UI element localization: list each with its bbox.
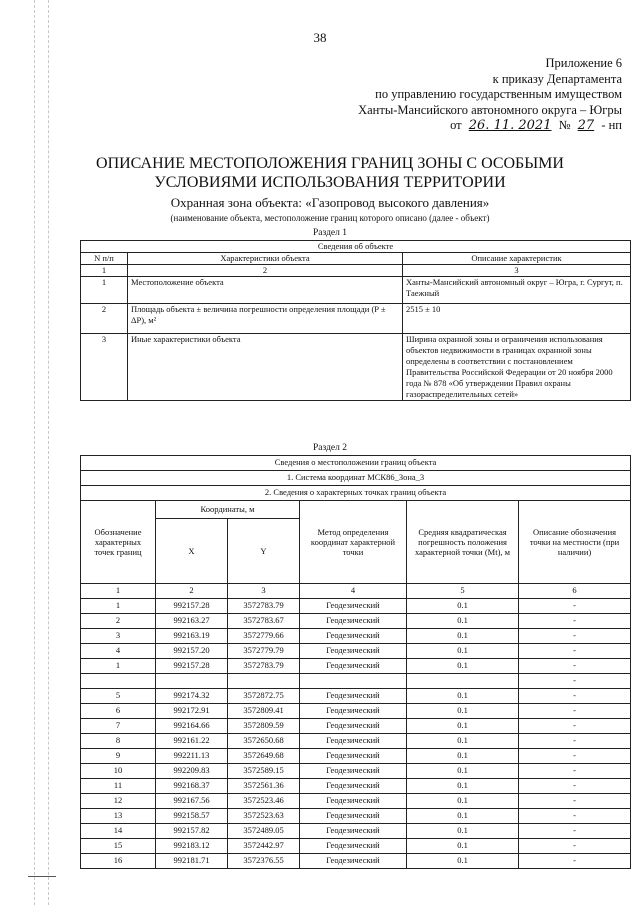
column-header: X <box>156 518 228 583</box>
coord-y: 3572779.66 <box>228 629 300 644</box>
coord-y: 3572809.59 <box>228 719 300 734</box>
coord-y: 3572783.67 <box>228 614 300 629</box>
table-row <box>81 334 631 401</box>
table-row <box>81 674 631 689</box>
section2-label: Раздел 2 <box>313 443 347 453</box>
description: - <box>519 659 631 674</box>
point-id: 7 <box>81 719 156 734</box>
title-line: ОПИСАНИЕ МЕСТОПОЛОЖЕНИЯ ГРАНИЦ ЗОНЫ С ОСОБЫМИ <box>96 155 564 172</box>
coord-y: 3572376.55 <box>228 854 300 869</box>
description: - <box>519 689 631 704</box>
characteristic-value: Ширина охранной зоны и ограничения использования объектов недвижимости в границах охранной зоны определены в соответствии с постановлением Правительства Российской Федерации от 20 ноября 2000 года № 878 «Об утверждении Правил охраны газораспределительных сетей» <box>403 334 631 401</box>
title-line: УСЛОВИЯМИ ИСПОЛЬЗОВАНИЯ ТЕРРИТОРИИ <box>154 174 506 191</box>
description: - <box>519 599 631 614</box>
coord-x: 992183.12 <box>156 839 228 854</box>
method: Геодезический <box>300 854 407 869</box>
document-title <box>0 154 640 192</box>
column-number: 5 <box>407 584 519 599</box>
table-row <box>81 277 631 304</box>
characteristic-value: Ханты-Мансийский автономный округ – Югра, г. Сургут, п. Таежный <box>403 277 631 304</box>
column-header: Y <box>228 518 300 583</box>
method: Геодезический <box>300 764 407 779</box>
column-number: 2 <box>156 584 228 599</box>
method: Геодезический <box>300 644 407 659</box>
coord-x: 992181.71 <box>156 854 228 869</box>
description: - <box>519 809 631 824</box>
coord-y: 3572442.97 <box>228 839 300 854</box>
zone-object-note: (наименование объекта, местоположение границ которого описано (далее - объект) <box>170 213 490 223</box>
table-row <box>81 719 631 734</box>
section1-label: Раздел 1 <box>313 228 347 238</box>
description: - <box>519 824 631 839</box>
column-number: 3 <box>228 584 300 599</box>
coord-y: 3572783.79 <box>228 599 300 614</box>
coord-x: 992172.91 <box>156 704 228 719</box>
row-number: 1 <box>81 277 128 304</box>
method: Геодезический <box>300 689 407 704</box>
method: Геодезический <box>300 749 407 764</box>
column-number: 3 <box>403 265 631 277</box>
coord-x: 992157.82 <box>156 824 228 839</box>
table-row <box>81 779 631 794</box>
column-header: Обозначение характерных точек границ <box>81 501 156 584</box>
order-number: 27 <box>577 118 595 133</box>
point-id: 11 <box>81 779 156 794</box>
error: 0.1 <box>407 704 519 719</box>
method: Геодезический <box>300 779 407 794</box>
appendix-line: Ханты-Мансийского автономного округа – Югры <box>358 102 622 117</box>
object-info-table <box>80 240 631 401</box>
description: - <box>519 644 631 659</box>
row-number: 2 <box>81 304 128 334</box>
point-id: 14 <box>81 824 156 839</box>
method: Геодезический <box>300 794 407 809</box>
coord-y: 3572523.63 <box>228 809 300 824</box>
point-id: 2 <box>81 614 156 629</box>
point-id: 9 <box>81 749 156 764</box>
method: Геодезический <box>300 659 407 674</box>
coord-y: 3572809.41 <box>228 704 300 719</box>
point-id: 13 <box>81 809 156 824</box>
boundary-heading: Сведения о местоположении границ объекта <box>81 456 631 471</box>
error: 0.1 <box>407 854 519 869</box>
description: - <box>519 734 631 749</box>
characteristic-name: Площадь объекта ± величина погрешности определения площади (P ± ΔP), м² <box>128 304 403 334</box>
description: - <box>519 629 631 644</box>
error: 0.1 <box>407 614 519 629</box>
characteristic-name: Иные характеристики объекта <box>128 334 403 401</box>
coord-y <box>228 674 300 689</box>
error: 0.1 <box>407 824 519 839</box>
column-header: Характеристики объекта <box>128 253 403 265</box>
coord-x: 992161.22 <box>156 734 228 749</box>
order-date: 26. 11. 2021 <box>468 118 552 133</box>
error: 0.1 <box>407 764 519 779</box>
error: 0.1 <box>407 599 519 614</box>
coord-y: 3572561.36 <box>228 779 300 794</box>
appendix-line: по управлению государственным имуществом <box>375 87 622 101</box>
method: Геодезический <box>300 629 407 644</box>
page-number: 38 <box>313 30 327 45</box>
coord-x: 992163.27 <box>156 614 228 629</box>
point-id: 8 <box>81 734 156 749</box>
error: 0.1 <box>407 689 519 704</box>
description: - <box>519 779 631 794</box>
method: Геодезический <box>300 734 407 749</box>
error: 0.1 <box>407 659 519 674</box>
table-row <box>81 689 631 704</box>
number-label: № <box>558 118 571 132</box>
table-row <box>81 824 631 839</box>
description: - <box>519 749 631 764</box>
from-label: от <box>450 118 462 132</box>
coord-x: 992174.32 <box>156 689 228 704</box>
coord-x <box>156 674 228 689</box>
error: 0.1 <box>407 839 519 854</box>
point-id: 10 <box>81 764 156 779</box>
appendix-line: Приложение 6 <box>545 56 622 70</box>
coord-y: 3572783.79 <box>228 659 300 674</box>
coord-x: 992157.20 <box>156 644 228 659</box>
error: 0.1 <box>407 809 519 824</box>
column-header: Средняя квадратическая погрешность положения характерной точки (Mt), м <box>407 501 519 584</box>
table-row <box>81 304 631 334</box>
coord-y: 3572489.05 <box>228 824 300 839</box>
coordinate-system: 1. Система координат МСК86_Зона_3 <box>81 471 631 486</box>
table-row <box>81 704 631 719</box>
table-row <box>81 644 631 659</box>
method: Геодезический <box>300 719 407 734</box>
column-header: Метод определения координат характерной точки <box>300 501 407 584</box>
boundary-points-table <box>80 455 631 869</box>
table-row <box>81 659 631 674</box>
table-row <box>81 764 631 779</box>
point-id: 1 <box>81 659 156 674</box>
column-number: 1 <box>81 584 156 599</box>
method: Геодезический <box>300 824 407 839</box>
table-row <box>81 854 631 869</box>
error: 0.1 <box>407 794 519 809</box>
zone-object-name: Охранная зона объекта: «Газопровод высокого давления» <box>170 195 490 210</box>
coord-x: 992157.28 <box>156 659 228 674</box>
description: - <box>519 839 631 854</box>
coord-x: 992168.37 <box>156 779 228 794</box>
method: Геодезический <box>300 809 407 824</box>
point-id: 6 <box>81 704 156 719</box>
table-row <box>81 749 631 764</box>
point-id: 16 <box>81 854 156 869</box>
description: - <box>519 674 631 689</box>
coord-x: 992164.66 <box>156 719 228 734</box>
error: 0.1 <box>407 779 519 794</box>
description: - <box>519 614 631 629</box>
appendix-block <box>358 56 622 134</box>
error: 0.1 <box>407 734 519 749</box>
point-id: 12 <box>81 794 156 809</box>
method: Геодезический <box>300 839 407 854</box>
coord-y: 3572589.15 <box>228 764 300 779</box>
point-id: 3 <box>81 629 156 644</box>
column-number: 1 <box>81 265 128 277</box>
coord-x: 992211.13 <box>156 749 228 764</box>
method: Геодезический <box>300 614 407 629</box>
coord-x: 992167.56 <box>156 794 228 809</box>
coord-y: 3572872.75 <box>228 689 300 704</box>
coord-y: 3572649.68 <box>228 749 300 764</box>
point-id: 5 <box>81 689 156 704</box>
description: - <box>519 719 631 734</box>
row-number: 3 <box>81 334 128 401</box>
column-header: Координаты, м <box>156 501 300 519</box>
error: 0.1 <box>407 749 519 764</box>
characteristic-value: 2515 ± 10 <box>403 304 631 334</box>
coord-x: 992157.28 <box>156 599 228 614</box>
coord-y: 3572523.46 <box>228 794 300 809</box>
coord-y: 3572779.79 <box>228 644 300 659</box>
object-info-heading: Сведения об объекте <box>81 241 631 253</box>
coord-x: 992163.19 <box>156 629 228 644</box>
table-row <box>81 614 631 629</box>
column-number: 2 <box>128 265 403 277</box>
table-row <box>81 809 631 824</box>
error: 0.1 <box>407 629 519 644</box>
description: - <box>519 704 631 719</box>
table-row <box>81 599 631 614</box>
number-suffix: - нп <box>601 118 622 132</box>
point-id: 1 <box>81 599 156 614</box>
column-header: Описание характеристик <box>403 253 631 265</box>
column-number: 4 <box>300 584 407 599</box>
appendix-line: к приказу Департамента <box>492 71 622 86</box>
description: - <box>519 854 631 869</box>
points-heading: 2. Сведения о характерных точках границ объекта <box>81 486 631 501</box>
method: Геодезический <box>300 704 407 719</box>
column-header: N п/п <box>81 253 128 265</box>
description: - <box>519 764 631 779</box>
order-date-line <box>358 118 622 134</box>
method <box>300 674 407 689</box>
table-row <box>81 734 631 749</box>
column-header: Описание обозначения точки на местности (при наличии) <box>519 501 631 584</box>
error <box>407 674 519 689</box>
coord-x: 992209.83 <box>156 764 228 779</box>
table-row <box>81 839 631 854</box>
footer-mark <box>28 876 56 877</box>
point-id: 4 <box>81 644 156 659</box>
column-number: 6 <box>519 584 631 599</box>
point-id: 15 <box>81 839 156 854</box>
coord-y: 3572650.68 <box>228 734 300 749</box>
table-row <box>81 629 631 644</box>
characteristic-name: Местоположение объекта <box>128 277 403 304</box>
error: 0.1 <box>407 644 519 659</box>
point-id <box>81 674 156 689</box>
method: Геодезический <box>300 599 407 614</box>
table-row <box>81 794 631 809</box>
description: - <box>519 794 631 809</box>
error: 0.1 <box>407 719 519 734</box>
coord-x: 992158.57 <box>156 809 228 824</box>
